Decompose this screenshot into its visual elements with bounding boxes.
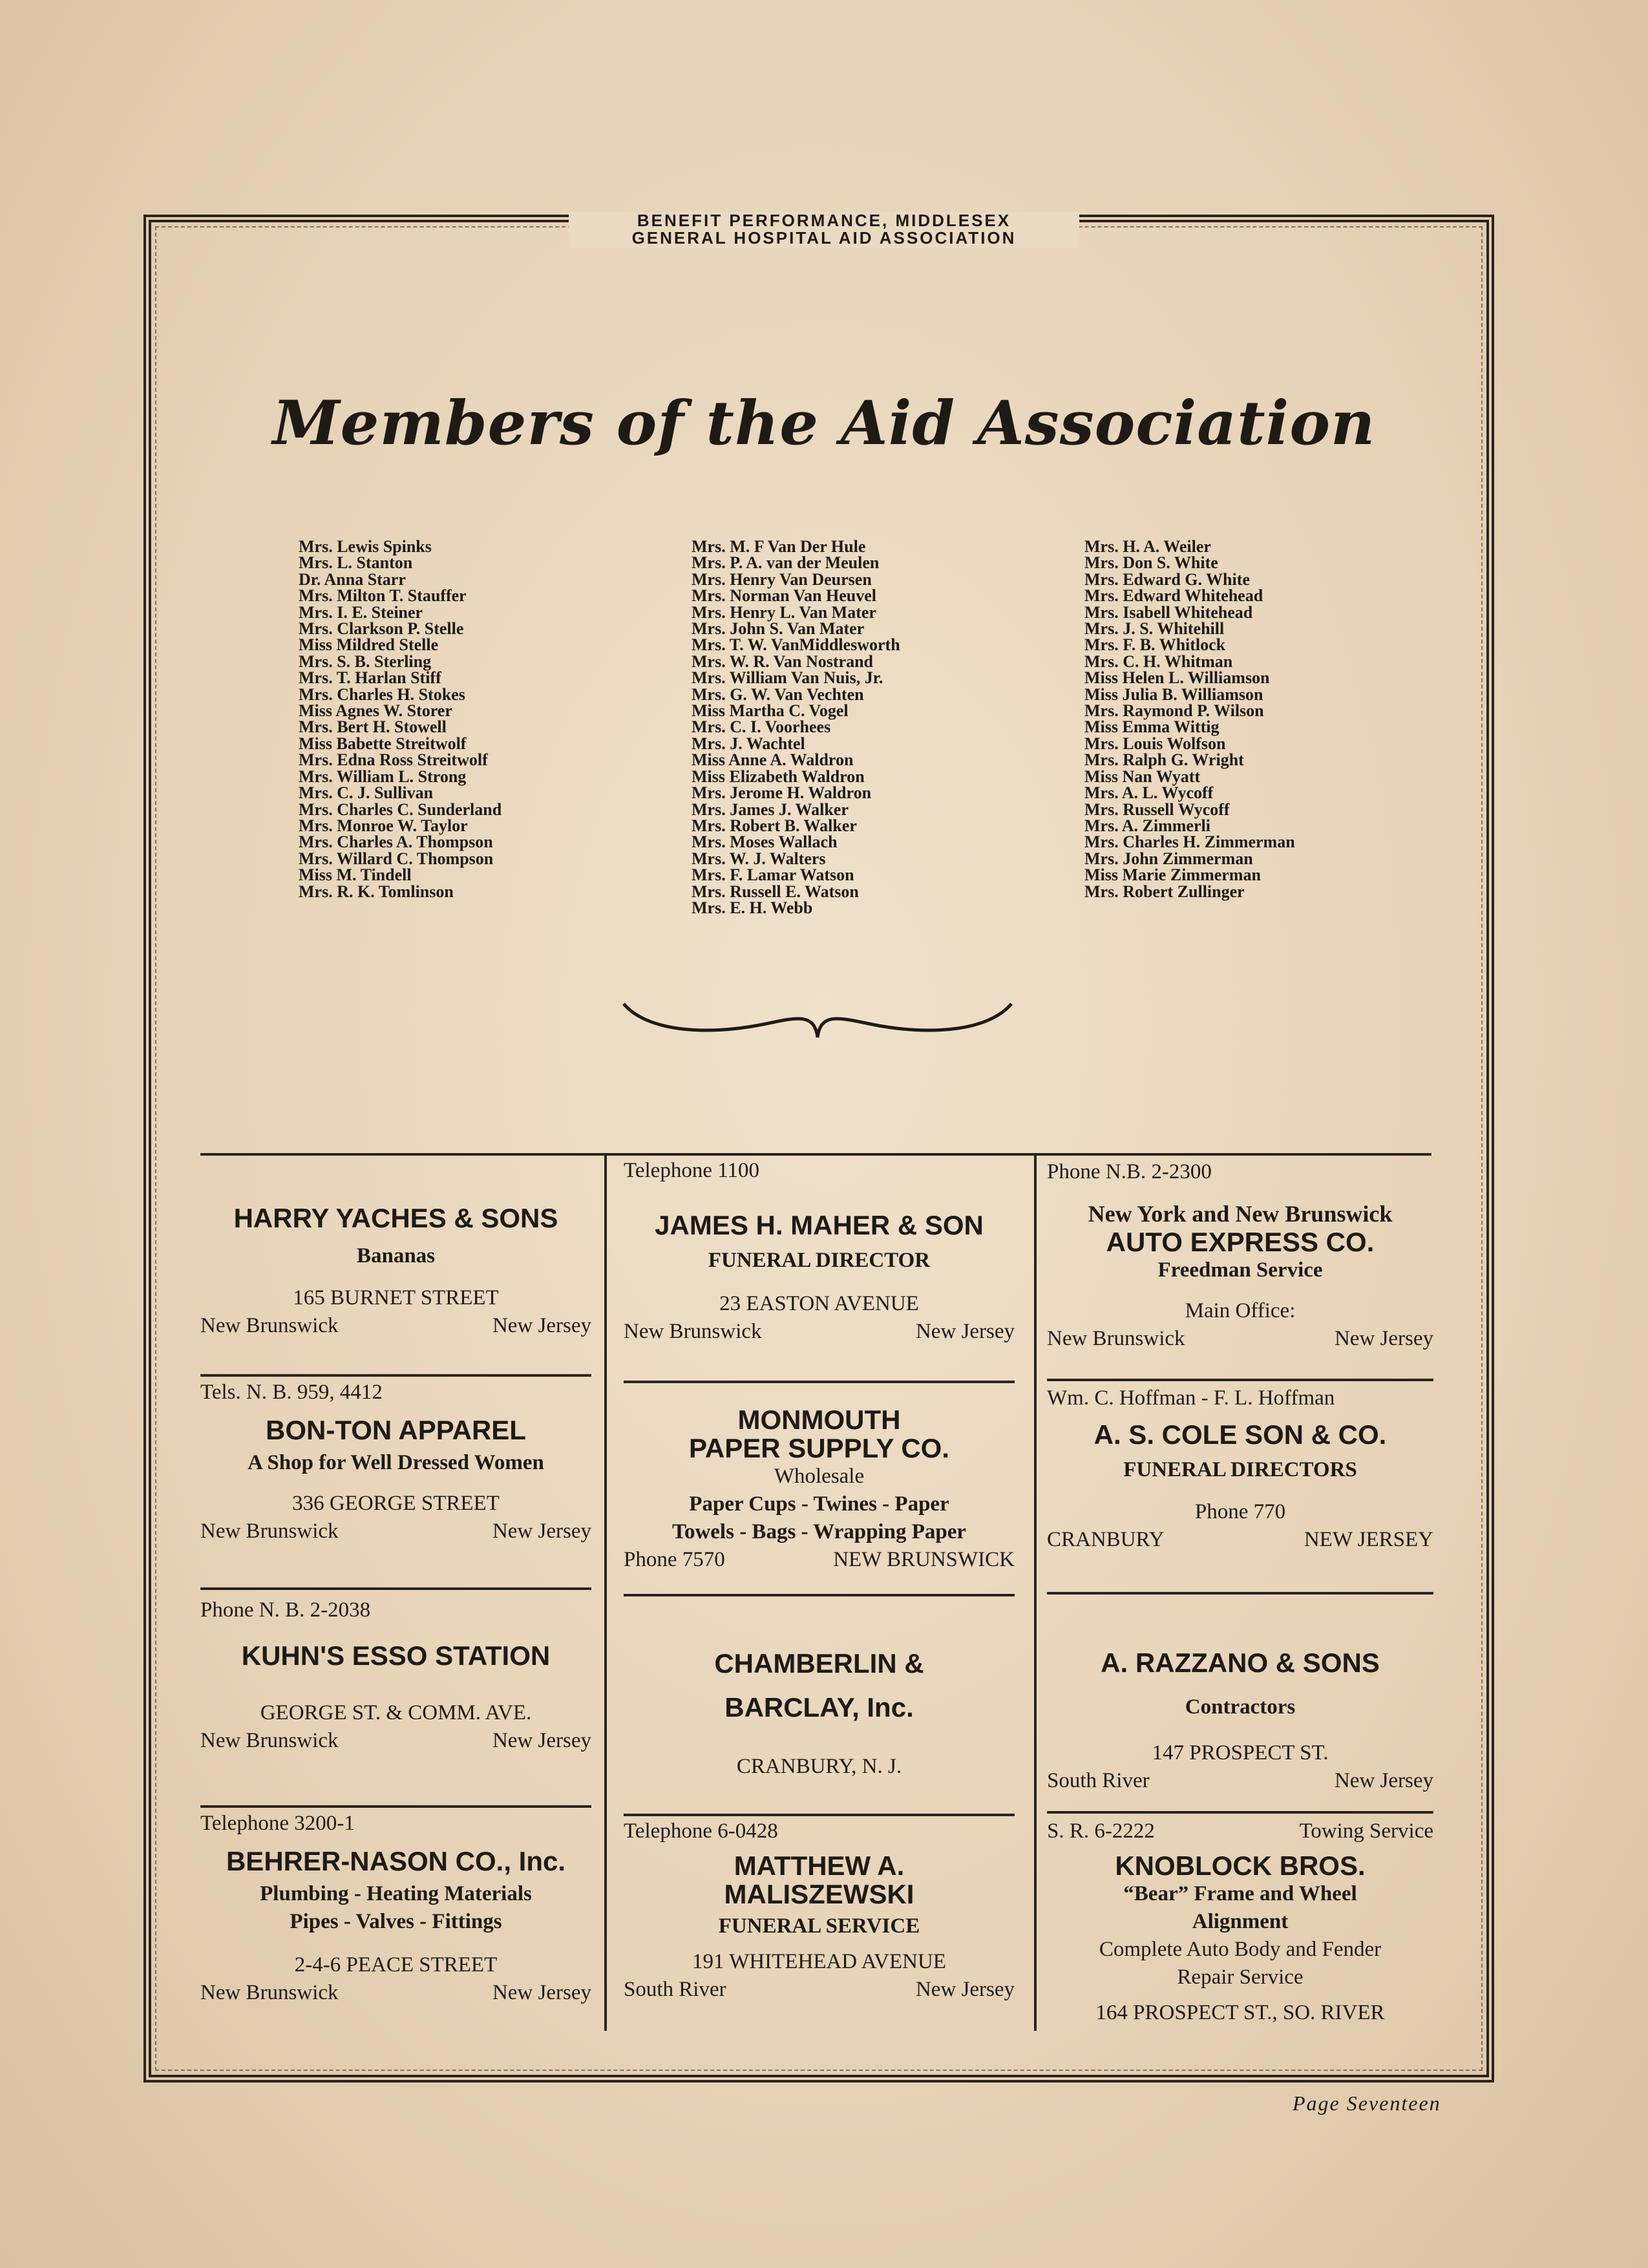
ad-state: New Jersey [915, 1320, 1015, 1343]
ad-subtitle: FUNERAL SERVICE [718, 1914, 920, 1938]
member-name: Mrs. James J. Walker [692, 800, 849, 819]
member-name: Mrs. P. A. van der Meulen [692, 553, 880, 573]
ad-service: Towing Service [1299, 1819, 1433, 1843]
ad-subtitle: Contractors [1185, 1695, 1296, 1719]
member-name: Mrs. S. B. Sterling [299, 652, 432, 671]
member-name: Mrs. Monroe W. Taylor [299, 816, 468, 835]
member-name: Mrs. T. W. VanMiddlesworth [692, 635, 900, 655]
ad-name: KUHN'S ESSO STATION [241, 1640, 551, 1671]
ad-phone: Phone N. B. 2-2038 [200, 1598, 371, 1622]
ad-subtitle-2: Alignment [1192, 1910, 1289, 1933]
member-name: Mrs. E. H. Webb [692, 898, 813, 917]
ad-city: New Brunswick [200, 1520, 339, 1543]
page-border [143, 215, 1494, 2083]
ad-name: A. RAZZANO & SONS [1101, 1648, 1380, 1678]
member-name: Mrs. William L. Strong [299, 767, 467, 786]
member-name: Mrs. C. H. Whitman [1084, 652, 1233, 671]
ad-phone: S. R. 6-2222 [1047, 1819, 1155, 1843]
ad-bon-ton [200, 1379, 591, 1545]
member-name: Mrs. C. I. Voorhees [692, 717, 831, 737]
member-name: Mrs. J. Wachtel [692, 734, 805, 753]
member-name: Miss Mildred Stelle [299, 635, 439, 655]
ad-street: 336 GEORGE STREET [292, 1492, 500, 1515]
ad-name-1: CHAMBERLIN & [714, 1648, 924, 1679]
ad-city: New Brunswick [200, 1314, 339, 1337]
ad-city: New Brunswick [1047, 1327, 1185, 1350]
member-name: Mrs. C. J. Sullivan [299, 783, 434, 803]
ad-line-1: Paper Cups - Twines - Paper [689, 1492, 949, 1516]
member-name: Mrs. Charles C. Sunderland [299, 800, 502, 819]
ad-subtitle: FUNERAL DIRECTOR [708, 1249, 931, 1272]
member-name: Miss Helen L. Williamson [1084, 668, 1270, 688]
member-name: Mrs. Willard C. Thompson [299, 849, 494, 868]
ad-knoblock [1047, 1818, 1433, 2027]
ad-state: New Jersey [1334, 1769, 1433, 1792]
ad-street: GEORGE ST. & COMM. AVE. [260, 1701, 532, 1724]
member-name: Mrs. Robert Zullinger [1084, 882, 1245, 901]
ad-name-2: PAPER SUPPLY CO. [688, 1433, 950, 1463]
ad-city: CRANBURY, N. J. [736, 1755, 902, 1778]
member-name: Mrs. Moses Wallach [692, 832, 838, 852]
member-name: Mrs. Clarkson P. Stelle [299, 619, 464, 639]
ad-city-row [200, 1727, 591, 1755]
header-line-2: GENERAL HOSPITAL AID ASSOCIATION [631, 228, 1017, 248]
ad-name: A. S. COLE SON & CO. [1093, 1419, 1387, 1450]
ad-harry-yaches [200, 1202, 591, 1340]
ad-chamberlin-barclay [624, 1642, 1015, 1781]
member-name: Mrs. Milton T. Stauffer [299, 586, 467, 606]
member-name: Mrs. Edward Whitehead [1084, 586, 1263, 606]
ad-name-2: AUTO EXPRESS CO. [1106, 1227, 1375, 1257]
ad-phone: Telephone 1100 [624, 1159, 759, 1182]
member-name: Mrs. Edna Ross Streitwolf [299, 750, 488, 770]
ad-phone: Telephone 6-0428 [624, 1819, 778, 1843]
ad-city-row [624, 1318, 1015, 1346]
ad-rule [1047, 1811, 1433, 1814]
member-name: Mrs. William Van Nuis, Jr. [692, 668, 883, 688]
member-name: Dr. Anna Starr [299, 569, 406, 589]
ad-city-row [1047, 1767, 1433, 1795]
ad-city: South River [624, 1978, 726, 2001]
ad-city: New Brunswick [200, 1981, 339, 2004]
ad-as-cole [1047, 1384, 1433, 1554]
member-name: Mrs. Charles H. Stokes [299, 684, 465, 704]
member-name: Mrs. Edward G. White [1084, 569, 1250, 589]
member-name: Mrs. F. Lamar Watson [692, 865, 854, 885]
ad-subtitle-2: Pipes - Valves - Fittings [290, 1910, 502, 1933]
member-name: Mrs. Norman Van Heuvel [692, 586, 876, 606]
ad-name: BON-TON APPAREL [266, 1415, 526, 1445]
member-name: Mrs. Charles H. Zimmerman [1084, 832, 1295, 852]
ads-divider-right [1034, 1153, 1037, 2031]
ad-subtitle: FUNERAL DIRECTORS [1123, 1458, 1357, 1481]
member-name: Mrs. Robert B. Walker [692, 816, 857, 835]
member-name: Mrs. Henry L. Van Mater [692, 602, 876, 622]
ad-phone: Phone 7570 [624, 1548, 725, 1571]
members-column-1 [299, 538, 686, 900]
ad-subtitle: Bananas [356, 1244, 436, 1267]
ad-kuhns-esso [200, 1596, 591, 1755]
member-name: Mrs. Don S. White [1084, 553, 1218, 573]
ad-maliszewski [624, 1818, 1015, 2004]
ad-city-row [200, 1312, 591, 1340]
ads-divider-left [604, 1153, 607, 2031]
ad-state: New Jersey [1334, 1327, 1433, 1350]
decorative-flourish [620, 992, 1015, 1050]
ad-city-row [200, 1979, 591, 2007]
ad-city: South River [1047, 1769, 1150, 1792]
ad-name: KNOBLOCK BROS. [1115, 1850, 1366, 1881]
ad-name-1: New York and New Brunswick [1088, 1201, 1393, 1227]
ad-razzano [1047, 1647, 1433, 1795]
ad-line-2: Repair Service [1177, 1966, 1304, 1989]
member-name: Mrs. L. Stanton [299, 553, 413, 573]
member-name: Mrs. I. E. Steiner [299, 602, 423, 622]
ad-street: 165 BURNET STREET [293, 1286, 499, 1309]
ad-subtitle: A Shop for Well Dressed Women [248, 1451, 544, 1474]
member-name: Miss Elizabeth Waldron [692, 767, 865, 786]
ad-line-1: Complete Auto Body and Fender [1099, 1938, 1382, 1961]
ad-phone: Phone 770 [1194, 1500, 1286, 1523]
member-name: Mrs. John Zimmerman [1084, 849, 1253, 868]
ad-subtitle: Freedman Service [1157, 1258, 1323, 1282]
ad-street: 147 PROSPECT ST. [1152, 1741, 1329, 1765]
member-name: Mrs. A. L. Wycoff [1084, 783, 1214, 803]
ad-name-1: MONMOUTH [737, 1404, 901, 1435]
member-name: Miss Anne A. Waldron [692, 750, 854, 770]
ad-rule [200, 1374, 591, 1377]
member-name: Miss Nan Wyatt [1084, 767, 1201, 786]
member-name: Mrs. W. R. Van Nostrand [692, 652, 874, 671]
ad-city: New Brunswick [624, 1320, 762, 1343]
ad-rule [624, 1814, 1015, 1816]
ad-name-2: MALISZEWSKI [724, 1879, 914, 1909]
member-name: Mrs. Ralph G. Wright [1084, 750, 1244, 770]
member-name: Miss Marie Zimmerman [1084, 865, 1261, 885]
ad-street: 164 PROSPECT ST., SO. RIVER [1095, 2001, 1385, 2024]
ad-state: NEW JERSEY [1304, 1528, 1433, 1551]
member-name: Miss Martha C. Vogel [692, 701, 849, 721]
ad-city-row [624, 1976, 1015, 2004]
members-column-3 [1084, 538, 1472, 900]
page-number: Page Seventeen [1293, 2092, 1441, 2115]
ad-city-row [200, 1518, 591, 1545]
ad-state: New Jersey [492, 1314, 591, 1337]
ad-city: NEW BRUNSWICK [833, 1548, 1015, 1571]
ad-name-2: BARCLAY, Inc. [724, 1692, 914, 1722]
ad-rule [624, 1381, 1015, 1383]
member-name: Mrs. M. F Van Der Hule [692, 537, 866, 556]
member-name: Mrs. Jerome H. Waldron [692, 783, 872, 803]
ad-office: Main Office: [1185, 1299, 1296, 1322]
ad-name-1: MATTHEW A. [734, 1850, 905, 1881]
member-name: Miss M. Tindell [299, 865, 412, 885]
member-name: Mrs. Isabell Whitehead [1084, 602, 1253, 622]
member-name: Mrs. John S. Van Mater [692, 619, 865, 639]
member-name: Mrs. Raymond P. Wilson [1084, 701, 1264, 721]
member-name: Mrs. F. B. Whitlock [1084, 635, 1226, 655]
ad-phone: Phone N.B. 2-2300 [1047, 1160, 1212, 1183]
member-name: Miss Julia B. Williamson [1084, 684, 1263, 704]
ad-behrer-nason [200, 1810, 591, 2007]
ad-state: New Jersey [492, 1981, 591, 2004]
ad-rule [200, 1587, 591, 1590]
ad-phone-row [1047, 1818, 1433, 1845]
ad-names: Wm. C. Hoffman - F. L. Hoffman [1047, 1386, 1335, 1410]
ad-street: 191 WHITEHEAD AVENUE [692, 1950, 946, 1973]
member-name: Mrs. Russell Wycoff [1084, 800, 1230, 819]
member-name: Mrs. H. A. Weiler [1084, 537, 1211, 556]
member-name: Miss Agnes W. Storer [299, 701, 452, 721]
ad-city: CRANBURY [1047, 1528, 1165, 1551]
member-name: Mrs. A. Zimmerli [1084, 816, 1210, 835]
ad-line-2: Towels - Bags - Wrapping Paper [671, 1520, 967, 1543]
member-name: Mrs. R. K. Tomlinson [299, 882, 454, 901]
ad-city-row [1047, 1325, 1433, 1353]
member-name: Mrs. Bert H. Stowell [299, 717, 447, 737]
ad-auto-express [1047, 1158, 1433, 1353]
ad-name: JAMES H. MAHER & SON [655, 1210, 984, 1240]
ad-phone: Telephone 3200-1 [200, 1812, 355, 1835]
ad-street: 2-4-6 PEACE STREET [294, 1953, 498, 1977]
ad-phone-row [624, 1546, 1015, 1574]
member-name: Mrs. Henry Van Deursen [692, 569, 872, 589]
member-name: Miss Babette Streitwolf [299, 734, 467, 753]
member-name: Mrs. Russell E. Watson [692, 882, 859, 901]
ad-rule [1047, 1592, 1433, 1595]
member-name: Mrs. Louis Wolfson [1084, 734, 1226, 753]
ad-monmouth-paper [624, 1406, 1015, 1574]
ad-rule [1047, 1379, 1433, 1381]
member-name: Miss Emma Wittig [1084, 717, 1220, 737]
page-title: Members of the Aid Association [272, 388, 1376, 459]
ad-name: BEHRER-NASON CO., Inc. [226, 1846, 566, 1876]
ad-city-row [1047, 1526, 1433, 1554]
member-name: Mrs. Charles A. Thompson [299, 832, 493, 852]
members-column-2 [692, 538, 1079, 916]
ad-rule [624, 1594, 1015, 1596]
ads-top-rule [200, 1153, 1431, 1156]
ad-street: 23 EASTON AVENUE [719, 1292, 919, 1315]
member-name: Mrs. W. J. Walters [692, 849, 826, 868]
ad-subtitle-1: Plumbing - Heating Materials [260, 1882, 532, 1905]
ad-rule [200, 1805, 591, 1808]
ad-name: HARRY YACHES & SONS [233, 1203, 558, 1233]
ad-james-maher [624, 1157, 1015, 1346]
member-name: Mrs. Lewis Spinks [299, 537, 432, 556]
ad-city: New Brunswick [200, 1729, 339, 1752]
header-line-1: BENEFIT PERFORMANCE, MIDDLESEX [637, 211, 1011, 230]
ad-phone: Tels. N. B. 959, 4412 [200, 1381, 383, 1404]
ad-state: New Jersey [492, 1520, 591, 1543]
ad-subtitle: Wholesale [774, 1465, 865, 1488]
page-header [569, 212, 1079, 248]
member-name: Mrs. J. S. Whitehill [1084, 619, 1225, 639]
member-name: Mrs. G. W. Van Vechten [692, 684, 864, 704]
ad-subtitle-1: “Bear” Frame and Wheel [1123, 1882, 1357, 1905]
member-name: Mrs. T. Harlan Stiff [299, 668, 441, 688]
ad-state: New Jersey [492, 1729, 591, 1752]
ad-state: New Jersey [915, 1978, 1015, 2001]
